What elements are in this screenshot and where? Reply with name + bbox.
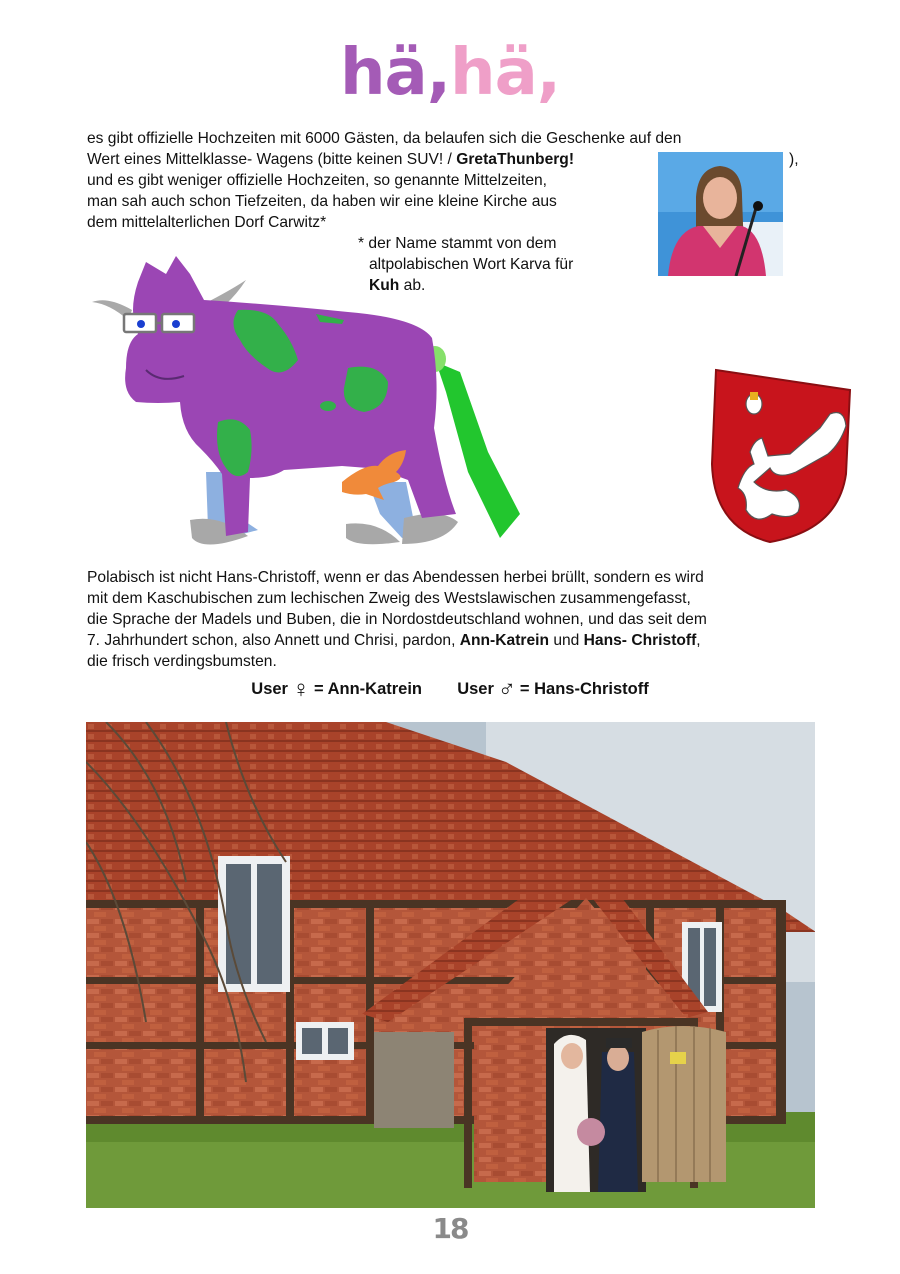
page-title: [0, 38, 900, 108]
user1-name: = Ann-Katrein: [313, 680, 423, 698]
footnote-line-3-end: ab.: [399, 277, 426, 294]
intro-line-2-bold: GretaThunberg!: [456, 151, 575, 168]
body-line-2: mit dem Kaschubischen zum lechischen Zweig des Westslawischen zusammengefasst,: [87, 590, 691, 607]
footnote-line-2: altpolabischen Wort Karva für: [369, 256, 574, 273]
intro-line-2: [87, 150, 574, 171]
user-legend: [0, 676, 900, 704]
user2-name: = Hans-Christoff: [519, 680, 649, 698]
intro-line-1: es gibt offizielle Hochzeiten mit 6000 Gästen, da belaufen sich die Geschenke auf den: [87, 130, 682, 147]
body-line-4-end: ,: [696, 632, 701, 649]
body-line-1: Polabisch ist nicht Hans-Christoff, wenn er das Abendessen herbei brüllt, sondern es wird: [87, 569, 704, 586]
body-line-4: [87, 631, 701, 652]
intro-line-2-end: ),: [789, 151, 799, 168]
intro-line-4: man sah auch schon Tiefzeiten, da haben wir eine kleine Kirche aus: [87, 193, 557, 210]
female-symbol-icon: ♀: [291, 676, 310, 703]
intro-line-2-start: Wert eines Mittelklasse- Wagens (bitte keinen SUV! /: [87, 151, 457, 168]
page-number: 18: [432, 1212, 468, 1245]
intro-line-5: dem mittelalterlichen Dorf Carwitz*: [87, 214, 327, 231]
cow-drawing: [88, 252, 528, 552]
portrait-photo: [658, 152, 783, 276]
name-hans-christoff: Hans- Christoff: [583, 632, 697, 649]
coat-of-arms: [710, 364, 855, 544]
title-part-1: hä,: [339, 36, 450, 110]
footnote-kuh-bold: Kuh: [369, 277, 400, 294]
user1-label: User: [251, 680, 288, 698]
church-photo: [86, 722, 815, 1208]
user2-label: User: [457, 680, 494, 698]
title-part-2: hä,: [450, 36, 561, 110]
body-line-4-start: 7. Jahrhundert schon, also Annett und Chrisi, pardon,: [87, 632, 460, 649]
intro-line-3: und es gibt weniger offizielle Hochzeiten, so genannte Mittelzeiten,: [87, 172, 548, 189]
body-line-4-mid: und: [548, 632, 584, 649]
body-line-3: die Sprache der Madels und Buben, die in Nordostdeutschland wohnen, und das seit dem: [87, 611, 707, 628]
male-symbol-icon: ♂: [497, 676, 516, 703]
body-line-5: die frisch verdingsbumsten.: [87, 653, 277, 670]
name-ann-katrein: Ann-Katrein: [459, 632, 549, 649]
footnote-line-1: * der Name stammt von dem: [358, 235, 557, 252]
